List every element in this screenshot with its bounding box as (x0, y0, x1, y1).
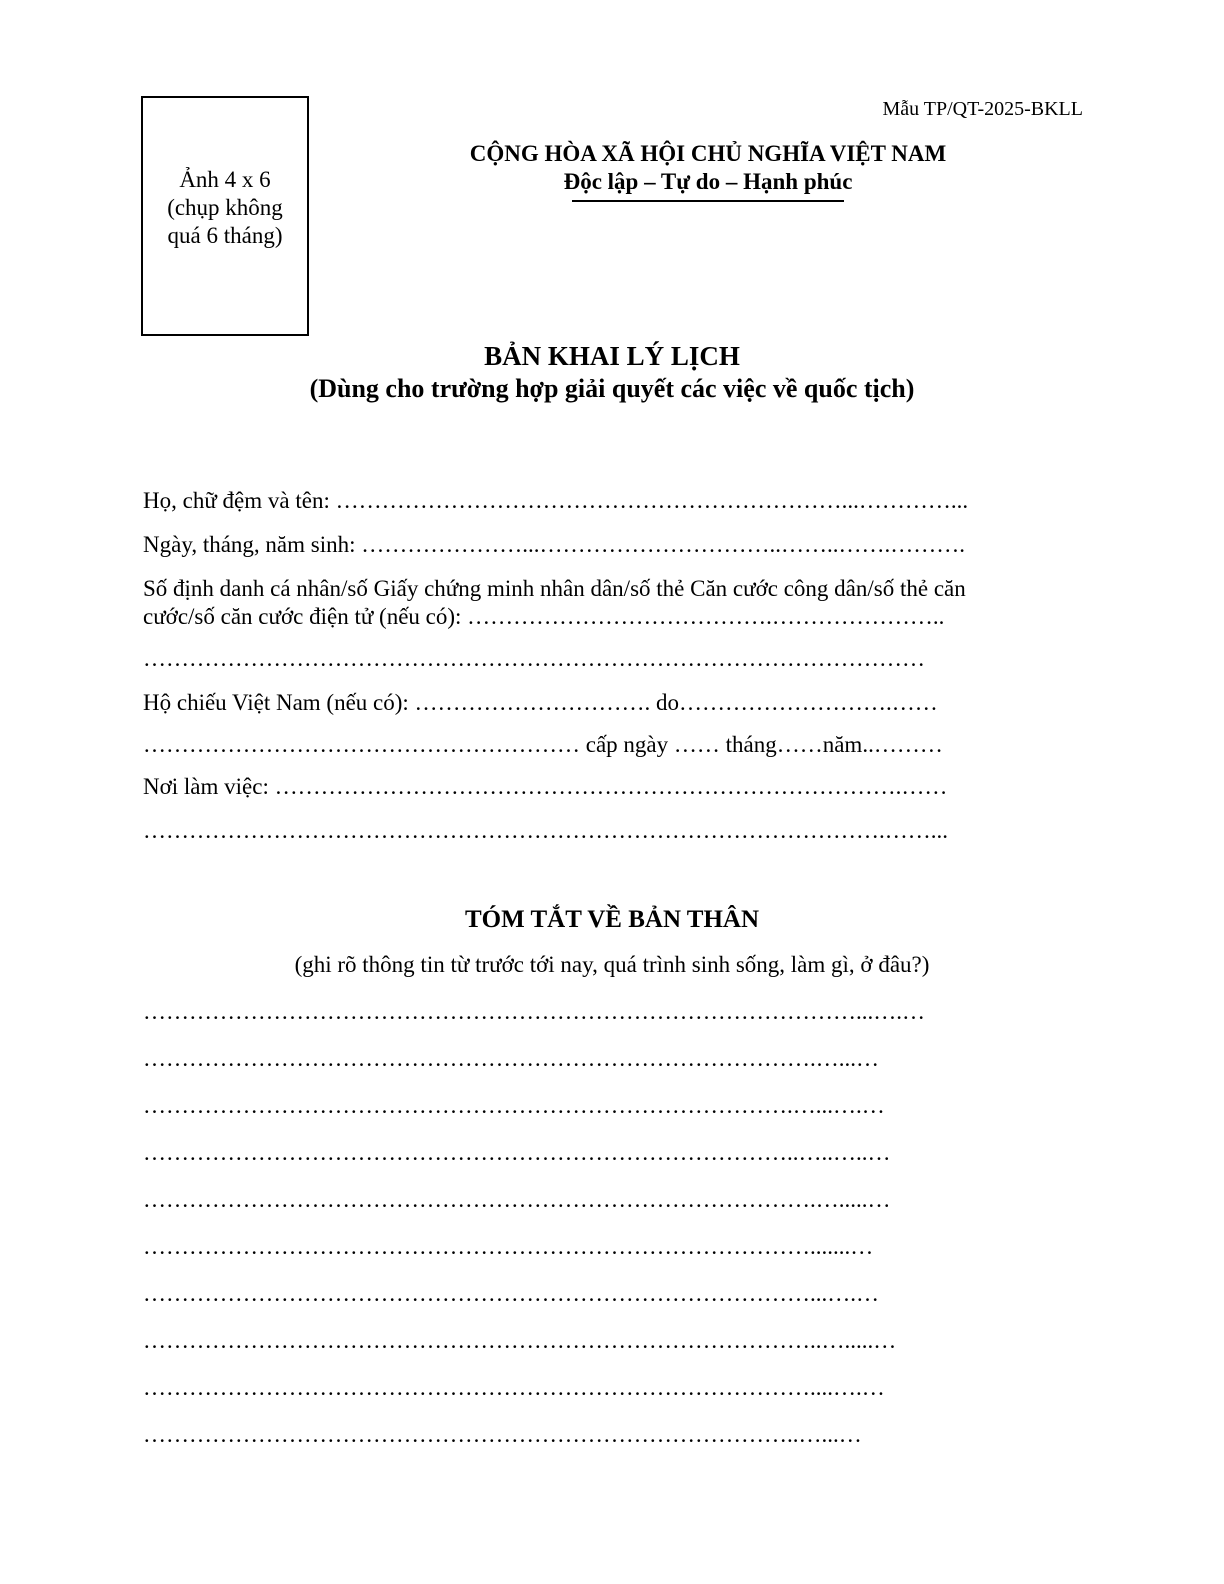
id-number-label: Số định danh cá nhân/số Giấy chứng minh nhân dân/số thẻ Căn cước công dân/số thẻ căn (143, 576, 966, 601)
summary-blank-line[interactable]: ……………………………………………………………………………....….… (143, 1375, 885, 1400)
motto-underline (572, 200, 844, 202)
photo-placeholder-box (141, 96, 309, 336)
summary-blank-line[interactable]: …………………………………………………………………………….…...… (143, 1046, 879, 1071)
workplace-field[interactable]: Nơi làm việc: ……………………………………………………………………….…… (143, 774, 948, 799)
passport-field[interactable]: Hộ chiếu Việt Nam (nếu có): …………………………. do……………………….…… (143, 690, 938, 715)
photo-note-line2: quá 6 tháng) (167, 223, 283, 248)
national-motto: Độc lập – Tự do – Hạnh phúc (563, 169, 853, 194)
summary-blank-line[interactable]: ………………………………………………………………………….…...….… (143, 1093, 885, 1118)
self-summary-instruction: (ghi rõ thông tin từ trước tới nay, quá trình sinh sống, làm gì, ở đâu?) (294, 952, 930, 977)
summary-blank-line[interactable]: …………………………………………………………………………..…...… (143, 1422, 862, 1447)
summary-blank-line[interactable]: …………………………………………………………………………….….....… (143, 1187, 891, 1212)
document-title-block (141, 340, 1083, 405)
summary-blank-line[interactable]: …………………………………………………………………………………...….… (143, 999, 925, 1024)
full-name-field[interactable]: Họ, chữ đệm và tên: …………………………………………………………...…………... (143, 488, 969, 513)
self-summary-title: TÓM TẮT VỀ BẢN THÂN (464, 906, 760, 933)
form-code: Mẫu TP/QT-2025-BKLL (882, 98, 1083, 120)
workplace-field-continued[interactable]: …………………………………………………………………………………….……... (143, 818, 948, 843)
id-number-field-continued[interactable]: ………………………………………………………………………………………… (143, 646, 925, 671)
date-of-birth-field[interactable]: Ngày, tháng, năm sinh: …………………...…………………………..……..…….………. (143, 532, 966, 557)
passport-issue-date-field[interactable]: ………………………………………………… cấp ngày …… tháng……năm..……… (143, 732, 943, 757)
summary-blank-line[interactable]: …………………………………………………………………………….......… (143, 1234, 874, 1259)
summary-blank-line[interactable]: …………………………………………………………………………..…..…..… (143, 1140, 891, 1165)
id-number-field[interactable]: cước/số căn cước điện tử (nếu có): ………………………………….………………….. (143, 604, 945, 629)
document-title: BẢN KHAI LÝ LỊCH (484, 341, 740, 371)
national-header (404, 140, 1012, 202)
personal-info-fields (143, 487, 1083, 845)
document-subtitle: (Dùng cho trường hợp giải quyết các việc về quốc tịch) (309, 374, 915, 403)
photo-note-line1: (chụp không (167, 195, 283, 220)
self-summary-header (141, 904, 1083, 979)
summary-blank-line[interactable]: ……………………………………………………………………………..….....… (143, 1328, 897, 1353)
summary-blank-line[interactable]: ……………………………………………………………………………...….… (143, 1281, 879, 1306)
nation-name: CỘNG HÒA XÃ HỘI CHỦ NGHĨA VIỆT NAM (469, 141, 947, 166)
photo-size-label: Ảnh 4 x 6 (179, 167, 271, 192)
self-summary-lines (143, 998, 1083, 1468)
